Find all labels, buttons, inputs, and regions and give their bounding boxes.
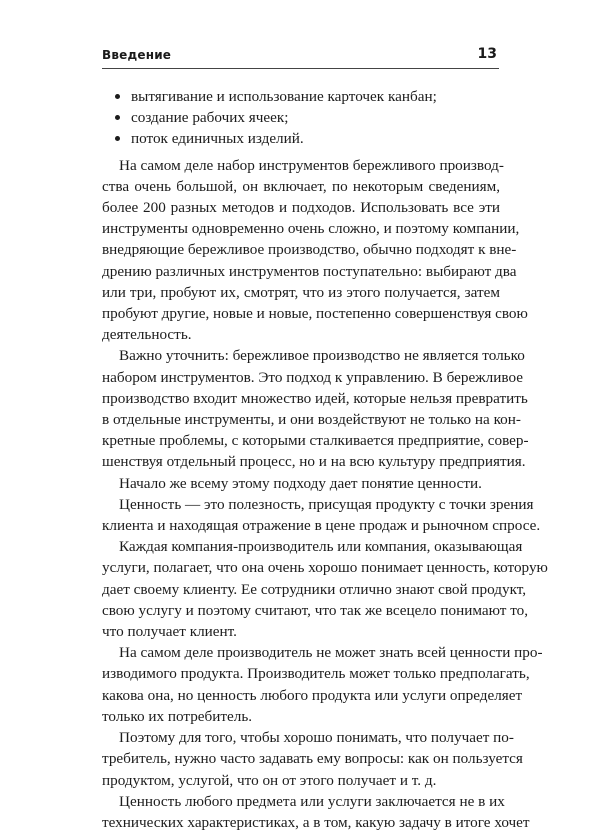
bullet-text: поток единичных изделий. [131, 130, 304, 148]
running-header [102, 46, 499, 69]
text-line: ства очень большой, он включает, по некоторым сведениям, [102, 177, 500, 195]
text-line: изводимого продукта. Производитель может только предполагать, [102, 665, 530, 683]
text-line: Поэтому для того, чтобы хорошо понимать, что получает по- [119, 729, 514, 747]
text-line: клиента и находящая отражение в цене продаж и рыночном спросе. [102, 517, 541, 535]
text-line: какова она, но ценность любого продукта или услуги определяет [102, 686, 523, 704]
text-line: На самом деле производитель не может знать всей ценности про- [119, 644, 543, 662]
bullet-text: создание рабочих ячеек; [131, 109, 289, 127]
text-line: набором инструментов. Это подход к управлению. В бережливое [102, 368, 523, 386]
paragraph [102, 791, 530, 833]
paragraphs [102, 155, 548, 833]
paragraph [102, 155, 528, 346]
bullet-dot-icon [115, 94, 120, 99]
bullet-dot-icon [115, 115, 120, 120]
bullet-text: вытягивание и использование карточек канбан; [131, 88, 437, 105]
text-line: в отдельные инструменты, и они воздействуют не только на кон- [102, 411, 521, 429]
text-line: шенствуя отдельный процесс, но и на всю культуру предприятия. [102, 453, 526, 471]
text-line: внедряющие бережливое производство, обычно подходят к вне- [102, 241, 517, 259]
text-line: пробуют другие, новые и новые, постепенно совершенствуя свою [102, 305, 528, 323]
text-line: кретные проблемы, с которыми сталкивается предприятие, совер- [102, 432, 529, 450]
text-line: требитель, нужно часто задавать ему вопросы: как он пользуется [102, 750, 523, 768]
body-text [102, 86, 548, 833]
paragraph [102, 345, 529, 472]
text-line: Ценность любого предмета или услуги заключается не в их [119, 792, 505, 810]
text-line: Важно уточнить: бережливое производство не является только [119, 347, 525, 365]
text-line: продуктом, услугой, что он от этого получает и т. д. [102, 771, 437, 789]
bullet-item [102, 86, 500, 107]
text-line: свою услугу и поэтому считают, что так же всецело понимают то, [102, 601, 529, 619]
text-line: более 200 разных методов и подходов. Использовать все эти [102, 199, 500, 217]
section-title: Введение [102, 48, 172, 62]
paragraph [102, 473, 500, 494]
text-line: На самом деле набор инструментов бережливого производ- [119, 156, 504, 174]
text-line: услуги, полагает, что она очень хорошо понимает ценность, которую [102, 559, 548, 577]
text-line: или три, пробуют их, смотрят, что из этого получается, затем [102, 283, 500, 301]
bullet-list [102, 86, 500, 150]
paragraph [102, 642, 543, 727]
text-line: деятельность. [102, 326, 192, 344]
paragraph [102, 536, 548, 642]
text-line: что получает клиент. [102, 623, 237, 641]
text-line: Ценность — это полезность, присущая продукту с точки зрения [119, 495, 534, 513]
text-line: технических характеристиках, а в том, какую задачу в итоге хочет [102, 813, 530, 831]
bullet-item [102, 128, 500, 149]
text-line: дрению различных инструментов поступательно: выбирают два [102, 262, 517, 280]
text-line: дает своему клиенту. Ее сотрудники отлично знают свой продукт, [102, 580, 527, 598]
bullet-item [102, 107, 500, 128]
paragraph [102, 494, 541, 536]
text-line: Каждая компания-производитель или компания, оказывающая [119, 538, 523, 556]
text-line: инструменты одновременно очень сложно, и поэтому компании, [102, 220, 520, 238]
text-line: только их потребитель. [102, 707, 253, 725]
paragraph [102, 727, 523, 791]
text-line: производство входит множество идей, которые нельзя превратить [102, 389, 528, 407]
text-line: Начало же всему этому подходу дает понятие ценности. [119, 474, 482, 492]
bullet-dot-icon [115, 136, 120, 141]
page-number: 13 [477, 46, 497, 62]
